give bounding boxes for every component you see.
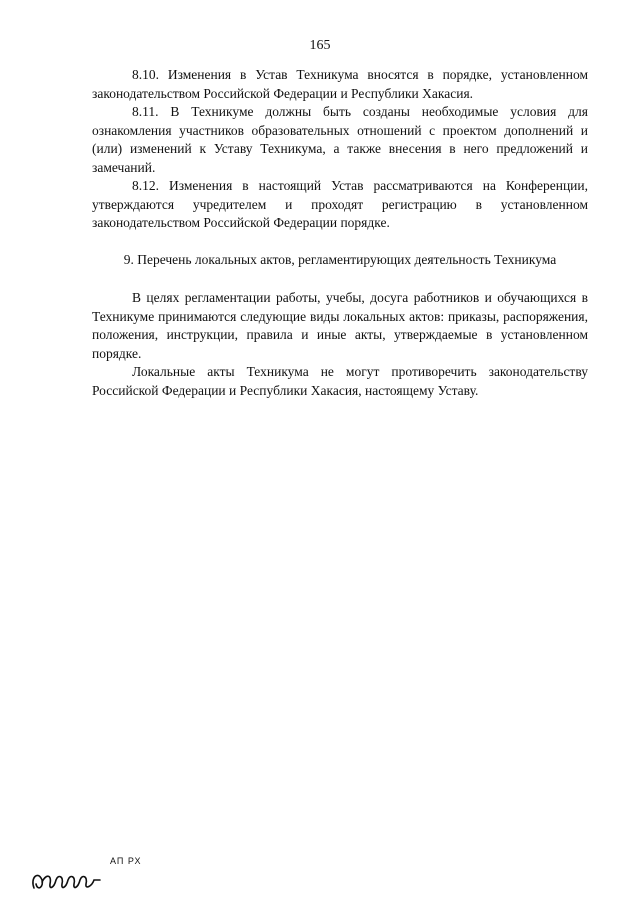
paragraph-8-10: 8.10. Изменения в Устав Техникума вносятся в порядке, установленном законодательством Российской Федерации и Республики Хакасия.	[92, 67, 588, 101]
paragraph-local-acts-compliance: Локальные акты Техникума не могут противоречить законодательству Российской Федерации и Республики Хакасия, настоящему Уставу.	[92, 364, 588, 398]
page-number: 165	[309, 38, 331, 53]
paragraph-8-12: 8.12. Изменения в настоящий Устав рассматриваются на Конференции, утверждаются учредителем и проходят регистрацию в установленном законодательством Российской Федерации порядке.	[92, 178, 588, 230]
document-body	[92, 66, 588, 400]
paragraph-local-acts-types: В целях регламентации работы, учебы, досуга работников и обучающихся в Техникуме принимаются следующие виды локальных актов: приказы, распоряжения, положения, инструкции, правила и иные акты, утверждаемые в установленном порядке.	[92, 290, 588, 361]
section-heading: 9. Перечень локальных актов, регламентирующих деятельность Техникума	[123, 251, 557, 267]
signature-label: АП РХ	[110, 856, 142, 866]
paragraph-8-11: 8.11. В Техникуме должны быть созданы необходимые условия для ознакомления участников образовательных отношений с проектом дополнений и (или) изменений к Уставу Техникума, а также внесения в него предложений и замечаний.	[92, 104, 588, 175]
